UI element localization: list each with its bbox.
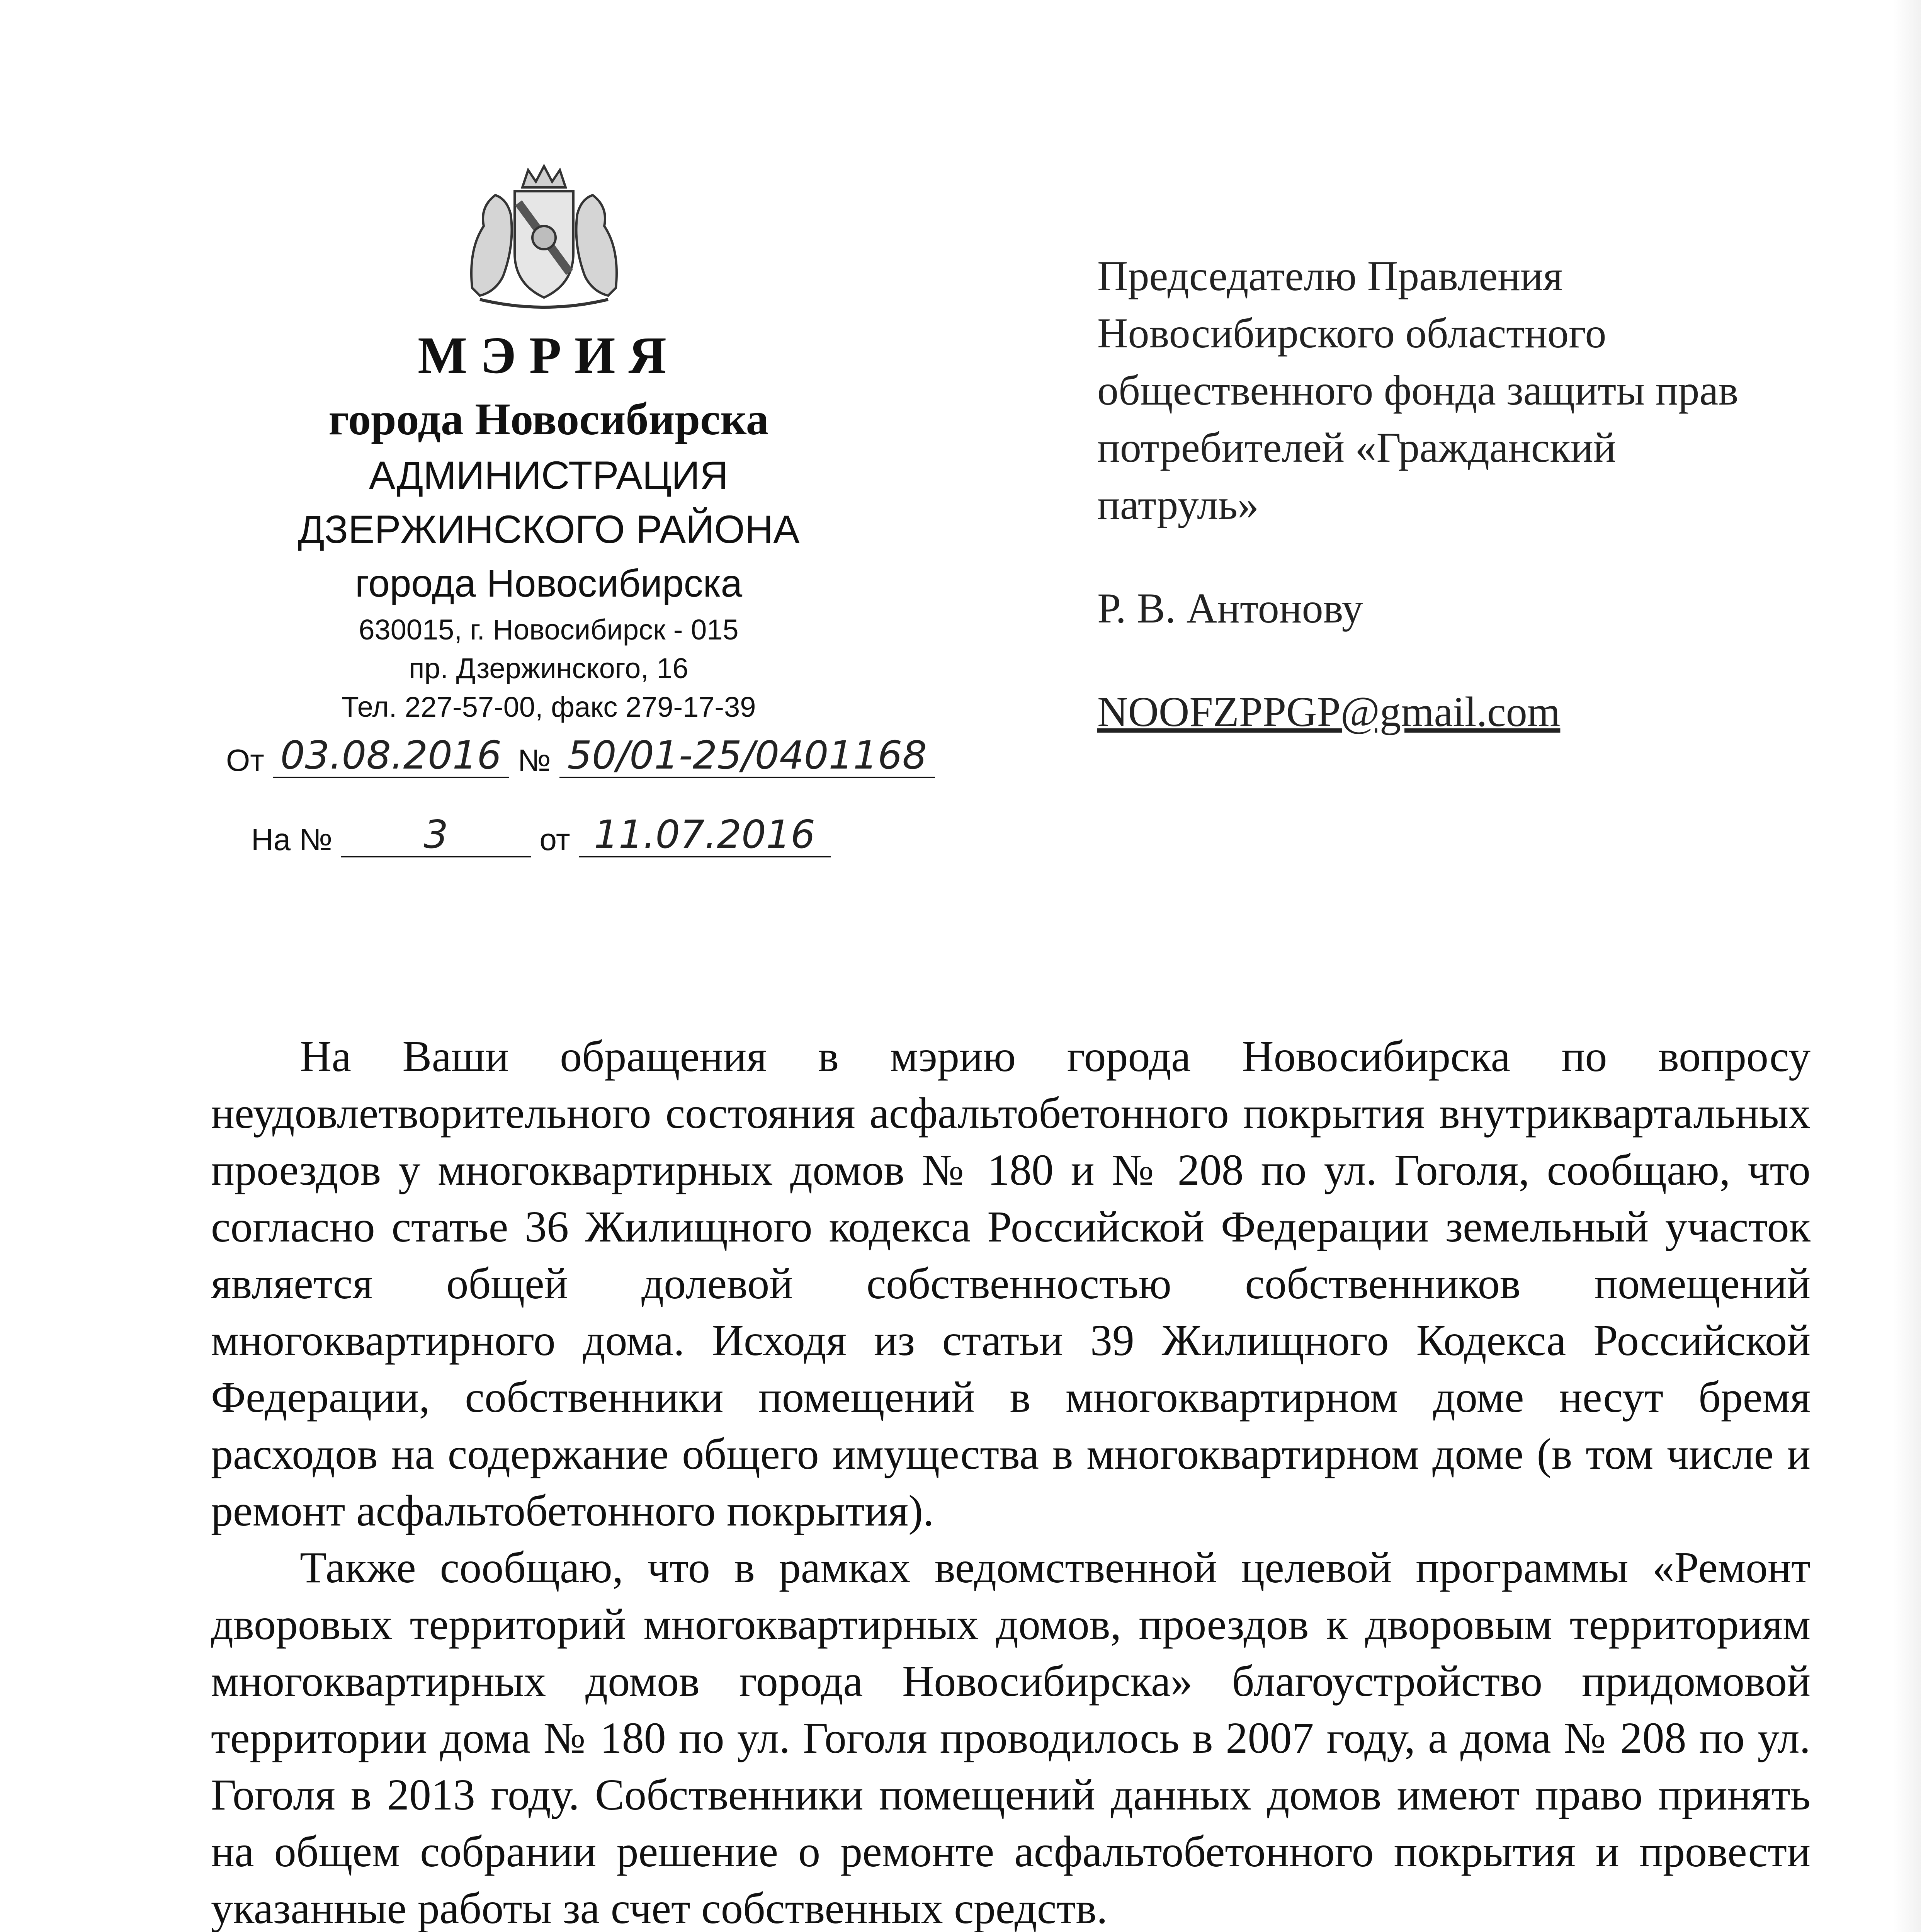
sender-letterhead — [209, 321, 889, 726]
novosibirsk-coat-of-arms-icon — [457, 160, 631, 311]
reply-reference-line — [251, 813, 831, 857]
outgoing-number: 50/01-25/0401168 — [559, 734, 935, 778]
addressee-block — [1097, 247, 1855, 740]
outgoing-reference-line — [226, 734, 935, 778]
page-edge-shadow — [1893, 0, 1921, 1932]
addressee-email-link[interactable]: NOOFZPPGP@gmail.com — [1097, 688, 1561, 735]
reply-label: На № — [251, 822, 333, 857]
from-date: 03.08.2016 — [273, 734, 509, 778]
addressee-name: Р. В. Антонову — [1097, 585, 1363, 632]
admin-line-1: АДМИНИСТРАЦИЯ — [369, 453, 728, 497]
address-line-2: пр. Дзержинского, 16 — [409, 652, 688, 684]
org-title: МЭРИЯ — [418, 327, 680, 384]
addressee-line: Новосибирского областного — [1097, 310, 1606, 357]
address-line-1: 630015, г. Новосибирск - 015 — [359, 614, 739, 646]
number-label: № — [517, 743, 551, 777]
admin-city: города Новосибирска — [355, 562, 743, 605]
org-city-bold: города Новосибирска — [328, 394, 769, 444]
reply-date: 11.07.2016 — [579, 813, 831, 857]
addressee-line: Председателю Правления — [1097, 252, 1563, 299]
body-paragraph: Также сообщаю, что в рамках ведомственной целевой программы «Ремонт дворовых территорий многоквартирных домов, проездов к дворовым территориям многоквартирных домов города Новосибирска» благоустройство придомовой территории дома № 180 по ул. Гоголя проводилось в 2007 году, а дома № 208 по ул. Гоголя в 2013 году. Собственники помещений данных домов имеют право принять на общем собрании решение о ремонте асфальтобетонного покрытия и провести указанные работы за счет собственных средств. — [211, 1543, 1810, 1932]
reply-from-label: от — [539, 822, 570, 857]
addressee-line: потребителей «Гражданский — [1097, 424, 1616, 471]
letter-body — [211, 1028, 1810, 1932]
addressee-line: общественного фонда защиты прав — [1097, 367, 1739, 414]
addressee-line: патруль» — [1097, 481, 1259, 528]
admin-line-2: ДЗЕРЖИНСКОГО РАЙОНА — [298, 507, 800, 551]
body-paragraph: На Ваши обращения в мэрию города Новосибирска по вопросу неудовлетворительного состояния асфальтобетонного покрытия внутриквартальных проездов у многоквартирных домов № 180 и № 208 по ул. Гоголя, сообщаю, что согласно статье 36 Жилищного кодекса Российской Федерации земельный участок является общей долевой собственностью собственников помещений многоквартирного дома. Исходя из статьи 39 Жилищного Кодекса Российской Федерации, собственники помещений в многоквартирном доме несут бремя расходов на содержание общего имущества в многоквартирном доме (в том числе и ремонт асфальтобетонного покрытия). — [211, 1032, 1810, 1535]
reply-number: 3 — [341, 813, 531, 857]
from-label: От — [226, 743, 264, 777]
phone-line: Тел. 227-57-00, факс 279-17-39 — [341, 691, 756, 723]
